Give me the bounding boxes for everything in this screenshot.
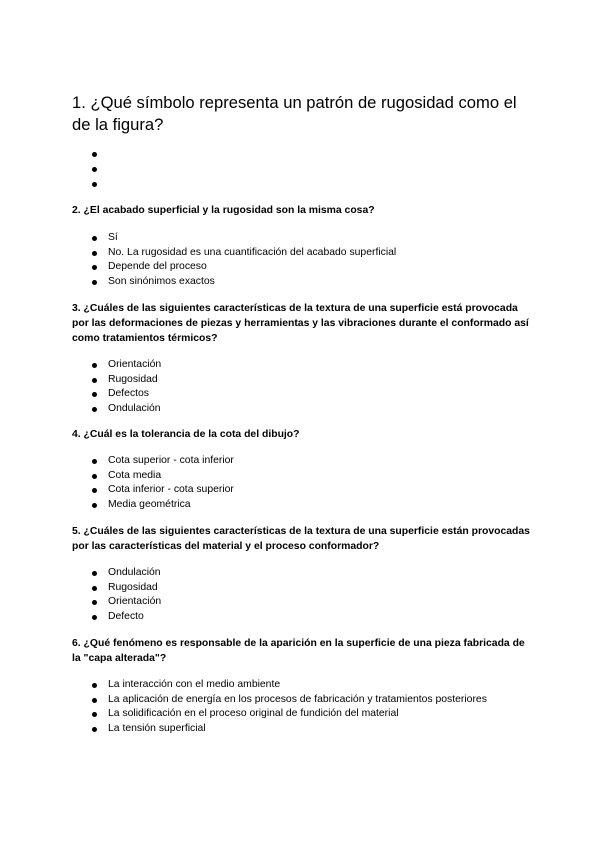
question-4-option-1: Cota superior - cota inferior <box>72 454 532 469</box>
bullet-icon <box>92 615 97 620</box>
question-2-title: 2. ¿El acabado superficial y la rugosidad son la misma cosa? <box>72 205 375 216</box>
question-6-title: 6. ¿Qué fenómeno es responsable de la aparición en la superficie de una pieza fabricada de la "capa alterada"? <box>72 638 525 664</box>
question-4-option-3: Cota inferior - cota superior <box>72 483 532 498</box>
question-5-options <box>72 566 532 624</box>
bullet-icon <box>92 182 97 187</box>
question-5-option-4: Defecto <box>72 610 532 625</box>
bullet-icon <box>92 727 97 732</box>
question-4-option-4: Media geométrica <box>72 498 532 513</box>
bullet-icon <box>92 152 97 157</box>
question-3-title: 3. ¿Cuáles de las siguientes características de la textura de una superficie está provocada por las deformaciones de piezas y herramientas y las vibraciones durante el conformado así como tratamientos térmicos? <box>72 303 529 344</box>
question-3-option-1: Orientación <box>72 358 532 373</box>
question-2 <box>72 203 532 289</box>
question-3-option-2: Rugosidad <box>72 373 532 388</box>
bullet-icon <box>92 265 97 270</box>
bullet-icon <box>92 251 97 256</box>
question-1-title: 1. ¿Qué símbolo representa un patrón de rugosidad como el de la figura? <box>72 93 517 134</box>
bullet-icon <box>92 407 97 412</box>
question-6-option-2: La aplicación de energía en los procesos de fabricación y tratamientos posteriores <box>72 693 532 708</box>
question-4-options <box>72 454 532 512</box>
question-6-option-3: La solidificación en el proceso original de fundición del material <box>72 707 532 722</box>
question-4-option-2: Cota media <box>72 469 532 484</box>
bullet-icon <box>92 712 97 717</box>
question-5-title: 5. ¿Cuáles de las siguientes características de la textura de una superficie están provocadas por las características del material y el proceso conformador? <box>72 526 530 552</box>
bullet-icon <box>92 698 97 703</box>
question-2-option-4: Son sinónimos exactos <box>72 275 532 290</box>
question-3-options <box>72 358 532 416</box>
question-2-option-3: Depende del proceso <box>72 260 532 275</box>
question-2-option-2: No. La rugosidad es una cuantificación del acabado superficial <box>72 246 532 261</box>
question-3 <box>72 301 532 416</box>
question-4 <box>72 427 532 512</box>
bullet-icon <box>92 474 97 479</box>
question-6 <box>72 636 532 736</box>
question-2-options <box>72 231 532 289</box>
question-6-option-1: La interacción con el medio ambiente <box>72 678 532 693</box>
bullet-icon <box>92 600 97 605</box>
bullet-icon <box>92 280 97 285</box>
bullet-icon <box>92 236 97 241</box>
bullet-icon <box>92 488 97 493</box>
question-5 <box>72 524 532 624</box>
question-6-options <box>72 678 532 736</box>
bullet-icon <box>92 459 97 464</box>
question-6-option-4: La tensión superficial <box>72 722 532 737</box>
bullet-icon <box>92 503 97 508</box>
question-3-option-3: Defectos <box>72 387 532 402</box>
bullet-icon <box>92 378 97 383</box>
question-5-option-2: Rugosidad <box>72 581 532 596</box>
question-5-option-1: Ondulación <box>72 566 532 581</box>
bullet-icon <box>92 392 97 397</box>
bullet-icon <box>92 683 97 688</box>
bullet-icon <box>92 586 97 591</box>
question-2-option-1: Sí <box>72 231 532 246</box>
question-4-title: 4. ¿Cuál es la tolerancia de la cota del dibujo? <box>72 429 300 440</box>
bullet-icon <box>92 571 97 576</box>
bullet-icon <box>92 167 97 172</box>
bullet-icon <box>92 363 97 368</box>
question-5-option-3: Orientación <box>72 595 532 610</box>
question-3-option-4: Ondulación <box>72 402 532 417</box>
